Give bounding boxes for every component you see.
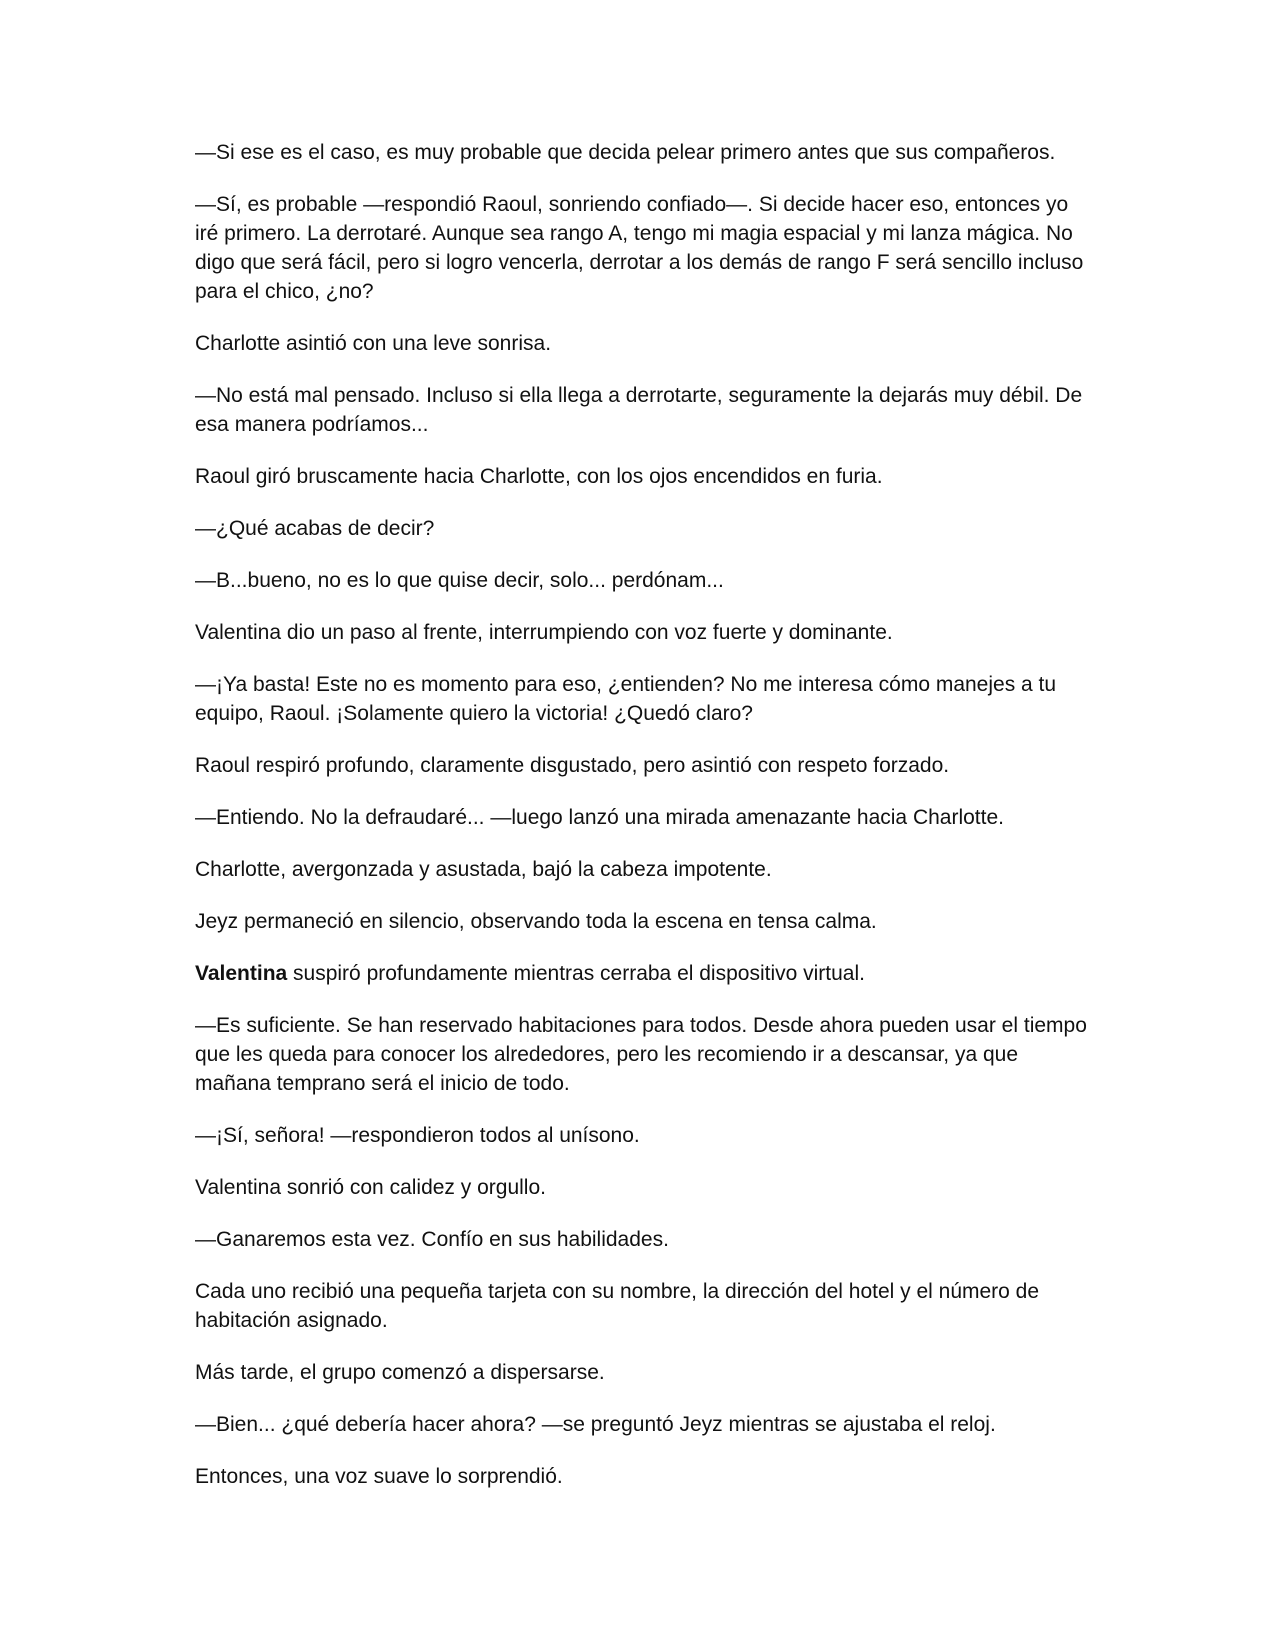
bold-name: Valentina xyxy=(195,962,288,985)
paragraph: Jeyz permaneció en silencio, observando toda la escena en tensa calma. xyxy=(195,910,877,933)
paragraph: —No está mal pensado. Incluso si ella llega a derrotarte, seguramente la dejarás muy débil. De esa manera podríamos... xyxy=(195,384,1083,436)
paragraph: Valentina sonrió con calidez y orgullo. xyxy=(195,1176,546,1199)
paragraph: —¿Qué acabas de decir? xyxy=(195,517,435,540)
paragraph: Charlotte asintió con una leve sonrisa. xyxy=(195,332,552,355)
paragraph: —Bien... ¿qué debería hacer ahora? —se preguntó Jeyz mientras se ajustaba el reloj. xyxy=(195,1413,996,1436)
paragraph: Entonces, una voz suave lo sorprendió. xyxy=(195,1465,563,1488)
paragraph-bold-lead xyxy=(195,959,1095,988)
paragraph: —¡Sí, señora! —respondieron todos al unísono. xyxy=(195,1124,640,1147)
paragraph: Raoul giró bruscamente hacia Charlotte, con los ojos encendidos en furia. xyxy=(195,465,883,488)
paragraph: —Si ese es el caso, es muy probable que decida pelear primero antes que sus compañeros. xyxy=(195,141,1056,164)
paragraph: Charlotte, avergonzada y asustada, bajó la cabeza impotente. xyxy=(195,858,772,881)
paragraph: Raoul respiró profundo, claramente disgustado, pero asintió con respeto forzado. xyxy=(195,754,950,777)
paragraph: Más tarde, el grupo comenzó a dispersarse. xyxy=(195,1361,605,1384)
paragraph: —B...bueno, no es lo que quise decir, solo... perdónam... xyxy=(195,569,724,592)
paragraph: —Sí, es probable —respondió Raoul, sonriendo confiado—. Si decide hacer eso, entonces yo iré primero. La derrotaré. Aunque sea rango A, tengo mi magia espacial y mi lanza mágica. No digo que será fácil, pero si logro vencerla, derrotar a los demás de rango F será sencillo incluso para el chico, ¿no? xyxy=(195,193,1084,303)
paragraph: —¡Ya basta! Este no es momento para eso, ¿entienden? No me interesa cómo manejes a tu equipo, Raoul. ¡Solamente quiero la victoria! ¿Quedó claro? xyxy=(195,673,1057,725)
paragraph: —Entiendo. No la defraudaré... —luego lanzó una mirada amenazante hacia Charlotte. xyxy=(195,806,1004,829)
paragraph: Cada uno recibió una pequeña tarjeta con su nombre, la dirección del hotel y el número de habitación asignado. xyxy=(195,1280,1040,1332)
paragraph: —Es suficiente. Se han reservado habitaciones para todos. Desde ahora pueden usar el tiempo que les queda para conocer los alrededores, pero les recomiendo ir a descansar, ya que mañana temprano será el inicio de todo. xyxy=(195,1014,1087,1095)
paragraph: —Ganaremos esta vez. Confío en sus habilidades. xyxy=(195,1228,669,1251)
paragraph: Valentina dio un paso al frente, interrumpiendo con voz fuerte y dominante. xyxy=(195,621,893,644)
paragraph-rest: suspiró profundamente mientras cerraba el dispositivo virtual. xyxy=(287,962,865,985)
document-body xyxy=(195,138,1095,1514)
